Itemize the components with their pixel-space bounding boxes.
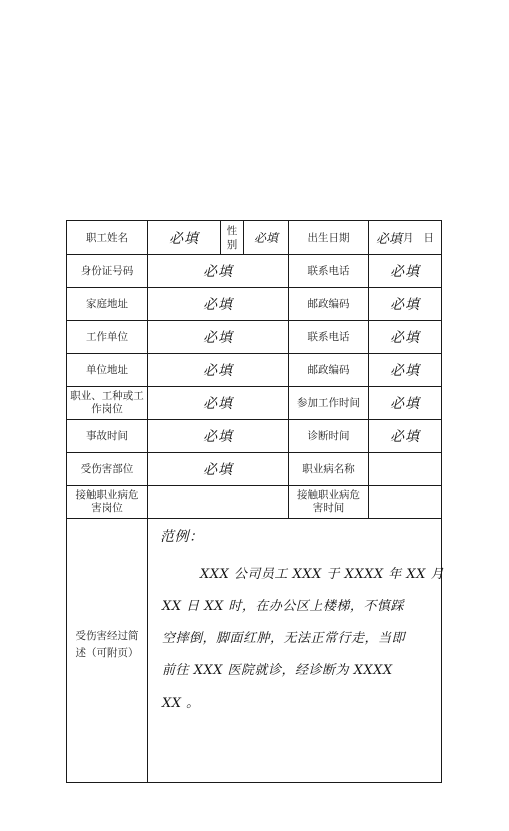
- name-label: 职工姓名: [86, 231, 128, 244]
- home-address-label: 家庭地址: [86, 298, 128, 310]
- narrative-line-1: XXX 公司员工 XXX 于 XXXX 年 XX 月: [200, 567, 444, 582]
- exposure-time-value: [369, 486, 441, 518]
- name-value: 必填: [169, 230, 199, 247]
- narrative-line-5: XX 。: [162, 696, 200, 711]
- diagnosis-time-value: 必填: [390, 429, 420, 445]
- narrative-line-3: 空摔倒，脚面红肿，无法正常行走，当即: [162, 631, 406, 646]
- accident-time-label: 事故时间: [86, 430, 128, 442]
- birth-date-cell: [369, 221, 441, 254]
- accident-time-value: 必填: [203, 429, 233, 445]
- narrative-line-4: 前往 XXX 医院就诊，经诊断为 XXXX: [162, 663, 393, 678]
- id-number-label: 身份证号码: [80, 265, 134, 277]
- narrative-line-2: XX 日 XX 时，在办公区上楼梯，不慎踩: [162, 599, 404, 614]
- gender-value: 必填: [253, 231, 278, 245]
- job-post-value: 必填: [203, 396, 233, 412]
- work-start-label: 参加工作时间: [297, 397, 360, 409]
- job-post-label: 职业、工种或工作岗位: [70, 390, 144, 415]
- birth-month-label: 月: [403, 232, 414, 244]
- employer-value: 必填: [203, 330, 233, 346]
- employer-postcode-value: 必填: [390, 363, 420, 379]
- disease-name-label: 职业病名称: [302, 463, 355, 475]
- employer-phone-value: 必填: [390, 330, 420, 346]
- phone-value: 必填: [390, 264, 420, 280]
- injured-part-value: 必填: [203, 462, 233, 478]
- injured-part-label: 受伤害部位: [80, 463, 134, 475]
- work-start-value: 必填: [390, 396, 420, 412]
- row-divider: [66, 518, 441, 519]
- home-address-value: 必填: [203, 297, 233, 313]
- id-number-value: 必填: [203, 264, 233, 280]
- narrative-label: 受伤害经过简述（可附页）: [75, 630, 139, 659]
- employer-postcode-label: 邮政编码: [307, 364, 350, 376]
- narrative-heading: 范例：: [160, 529, 204, 545]
- postcode-label: 邮政编码: [307, 298, 350, 310]
- birth-date-value: 必填: [375, 232, 402, 247]
- birth-date-label: 出生日期: [307, 231, 350, 244]
- postcode-value: 必填: [390, 297, 420, 313]
- gender-label: 性别: [226, 224, 238, 251]
- birth-day-label: 日: [423, 232, 434, 244]
- employer-label: 工作单位: [86, 331, 128, 343]
- exposure-post-value: [148, 486, 288, 518]
- diagnosis-time-label: 诊断时间: [307, 430, 350, 442]
- exposure-post-label: 接触职业病危害岗位: [75, 489, 139, 514]
- table-border-bottom: [66, 782, 441, 783]
- employer-phone-label: 联系电话: [307, 331, 350, 343]
- employer-address-label: 单位地址: [86, 364, 128, 376]
- table-border-right: [441, 220, 442, 783]
- disease-name-value: [369, 453, 441, 485]
- phone-label: 联系电话: [307, 265, 350, 277]
- exposure-time-label: 接触职业病危害时间: [297, 489, 360, 514]
- employer-address-value: 必填: [203, 363, 233, 379]
